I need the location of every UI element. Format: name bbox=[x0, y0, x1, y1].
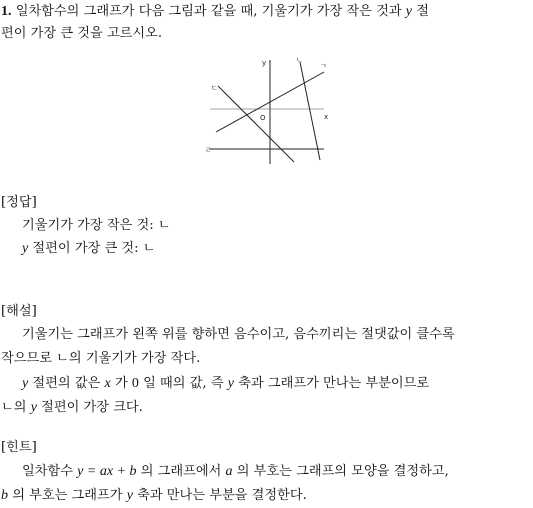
explanation-p2-text-f: 절편이 가장 크다. bbox=[41, 400, 143, 415]
hint-text-e: 축과 만나는 부분을 결정한다. bbox=[137, 488, 307, 503]
problem-text-1b: 절 bbox=[416, 4, 429, 19]
explanation-var-y: y bbox=[22, 376, 29, 391]
hint-text-a: 일차함수 bbox=[22, 464, 73, 479]
hint-var-b: b bbox=[1, 488, 8, 503]
explanation-var-y2: y bbox=[227, 376, 234, 391]
label-rieul: ㄹ bbox=[205, 146, 212, 154]
hint-var-y: y bbox=[126, 488, 133, 503]
explanation-p1-line1 bbox=[22, 328, 455, 341]
answer-slope-text: 기울기가 가장 작은 것: ㄴ bbox=[22, 218, 171, 233]
answer-intercept-text: 절편이 가장 큰 것: ㄴ bbox=[32, 241, 156, 256]
problem-line-1 bbox=[1, 5, 429, 19]
hint-line-1 bbox=[22, 465, 449, 479]
origin-label: O bbox=[260, 114, 266, 122]
explanation-p2-text-c: 일 때의 값, 즉 bbox=[143, 376, 224, 391]
explanation-p1-text2: 작으므로 ㄴ의 기울기가 가장 작다. bbox=[1, 351, 201, 366]
explanation-p2-text-e: ㄴ의 bbox=[1, 400, 27, 415]
explanation-p2-text-d: 축과 그래프가 만나는 부분이므로 bbox=[238, 376, 430, 391]
answer-intercept bbox=[22, 242, 156, 256]
line-giyeok bbox=[300, 62, 320, 160]
x-axis-label: x bbox=[324, 113, 329, 121]
explanation-p2-text-a: 절편의 값은 bbox=[32, 376, 101, 391]
graph-figure bbox=[200, 52, 336, 168]
problem-line-2 bbox=[1, 27, 162, 40]
explanation-p2-line1 bbox=[22, 377, 429, 391]
label-digeut: ㄷ bbox=[211, 84, 218, 92]
hint-line-2 bbox=[1, 489, 307, 503]
explanation-var-x: x bbox=[104, 376, 111, 391]
explanation-zero: 0 bbox=[131, 376, 139, 391]
explanation-p1-line2 bbox=[1, 352, 200, 365]
explanation-var-y3: y bbox=[30, 400, 37, 415]
answer-header: [정답] bbox=[1, 195, 37, 210]
explanation-p2-text-b: 가 bbox=[114, 376, 128, 391]
hint-text-b: 의 그래프에서 bbox=[140, 464, 222, 479]
label-giyeok: ㄱ bbox=[320, 62, 327, 70]
problem-text-1a: 일차함수의 그래프가 다음 그림과 같을 때, 기울기가 가장 작은 것과 bbox=[15, 4, 402, 19]
label-nieun: ㄴ bbox=[296, 56, 303, 64]
answer-slope bbox=[22, 219, 171, 232]
problem-text-2: 편이 가장 큰 것을 고르시오. bbox=[1, 26, 163, 41]
explanation-p2-line2 bbox=[1, 401, 143, 415]
hint-var-a: a bbox=[225, 464, 233, 479]
hint-header: [힌트] bbox=[1, 440, 37, 455]
y-axis-label: y bbox=[262, 59, 267, 67]
hint-equation: y = ax + b bbox=[77, 464, 137, 479]
explanation-p1-text1: 기울기는 그래프가 왼쪽 위를 향하면 음수이고, 음수끼리는 절댓값이 클수록 bbox=[22, 327, 455, 342]
explanation-header: [해설] bbox=[1, 304, 37, 319]
problem-number: 1. bbox=[1, 4, 12, 19]
problem-var-y: y bbox=[405, 4, 412, 19]
hint-text-c: 의 부호는 그래프의 모양을 결정하고, bbox=[236, 464, 449, 479]
hint-text-d: 의 부호는 그래프가 bbox=[12, 488, 123, 503]
answer-intercept-var: y bbox=[22, 241, 29, 256]
